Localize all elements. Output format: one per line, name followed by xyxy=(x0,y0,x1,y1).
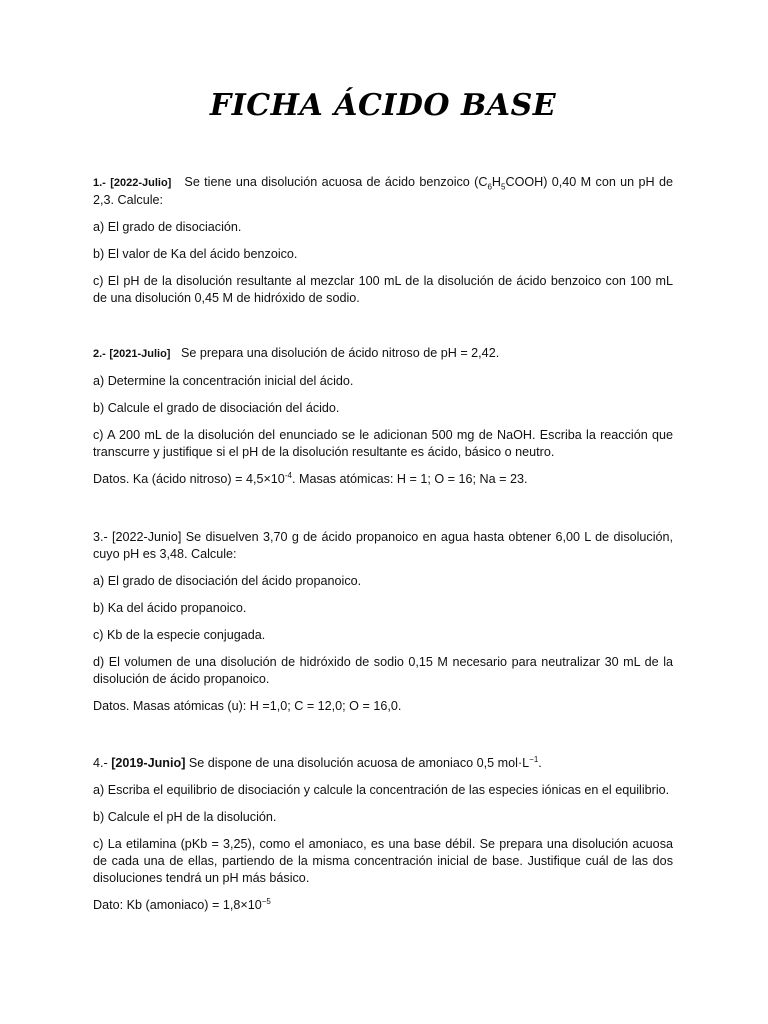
problem-number: 2.- xyxy=(93,348,106,360)
exam-tag: [2022-Julio] xyxy=(110,177,172,189)
page-title: FICHA ÁCIDO BASE xyxy=(209,88,557,123)
problem-item: d) El volumen de una disolución de hidróxido de sodio 0,15 M necesario para neutralizar 30 mL de la disolución de ácido propanoico. xyxy=(93,655,673,686)
problem-item: c) Kb de la especie conjugada. xyxy=(93,628,266,642)
problem-item: b) Ka del ácido propanoico. xyxy=(93,601,247,615)
problem-item: c) El pH de la disolución resultante al mezclar 100 mL de la disolución de ácido benzoico con 100 mL de una disolución 0,45 M de hidróxido de sodio. xyxy=(93,274,673,305)
problem-2-statement: 2.- [2021-Julio] Se prepara una disolución de ácido nitroso de pH = 2,42. xyxy=(93,346,500,360)
problem-item: a) El grado de disociación. xyxy=(93,220,242,234)
problem-number: 3.- xyxy=(93,530,108,544)
problem-item: b) Calcule el pH de la disolución. xyxy=(93,810,277,824)
exam-tag: [2019-Junio] xyxy=(111,756,186,770)
exam-tag: [2021-Julio] xyxy=(109,348,171,360)
problem-4 xyxy=(93,755,673,914)
problem-number: 1.- xyxy=(93,177,106,189)
problem-item: a) Escriba el equilibrio de disociación y calcule la concentración de las especies iónicas en el equilibrio. xyxy=(93,783,670,797)
problem-data: Datos. Ka (ácido nitroso) = $4,5\times 10^{-4}$. Masas atómicas: H = 1; O = 16; Na = 23. xyxy=(93,470,528,486)
problem-3 xyxy=(93,529,673,715)
problem-item: a) Determine la concentración inicial del ácido. xyxy=(93,374,354,388)
problem-item: b) Calcule el grado de disociación del ácido. xyxy=(93,401,340,415)
exam-tag: [2022-Junio] xyxy=(112,530,182,544)
problem-2 xyxy=(93,345,673,488)
problem-item: c) La etilamina (pKb = 3,25), como el amoniaco, es una base débil. Se prepara una disolución acuosa de cada una de ellas, partiendo de la misma concentración inicial de base. Justifique cuál de las dos disoluciones tendrá un pH más básico. xyxy=(93,837,673,885)
problem-1-statement: 1.- [2022-Julio] Se tiene una disolución acuosa de ácido benzoico $(C_6H_5COOH)$ 0,40 M con un pH de 2,3. Calcule: xyxy=(93,175,674,207)
problem-4-statement: 4.- [2019-Junio] Se dispone de una disolución acuosa de amoniaco 0,5 $mol\cdot L^{-1}$. xyxy=(93,754,542,770)
problem-item: a) El grado de disociación del ácido propanoico. xyxy=(93,574,362,588)
problem-data: Datos. Masas atómicas (u): H =1,0; C = 12,0; O = 16,0. xyxy=(93,699,402,713)
problem-item: c) A 200 mL de la disolución del enunciado se le adicionan 500 mg de NaOH. Escriba la reacción que transcurre y justifique si el pH de la disolución resultante es ácido, básico o neutro. xyxy=(93,428,673,459)
problem-1 xyxy=(93,174,673,307)
problem-number: 4.- xyxy=(93,756,108,770)
problem-item: b) El valor de Ka del ácido benzoico. xyxy=(93,247,298,261)
problem-data: Dato: Kb (amoniaco) = $1,8\times 10^{-5}$ xyxy=(93,896,271,912)
problem-3-statement: 3.- [2022-Junio] Se disuelven 3,70 g de ácido propanoico en agua hasta obtener 6,00 L de disolución, cuyo pH es 3,48. Calcule: xyxy=(93,530,674,561)
